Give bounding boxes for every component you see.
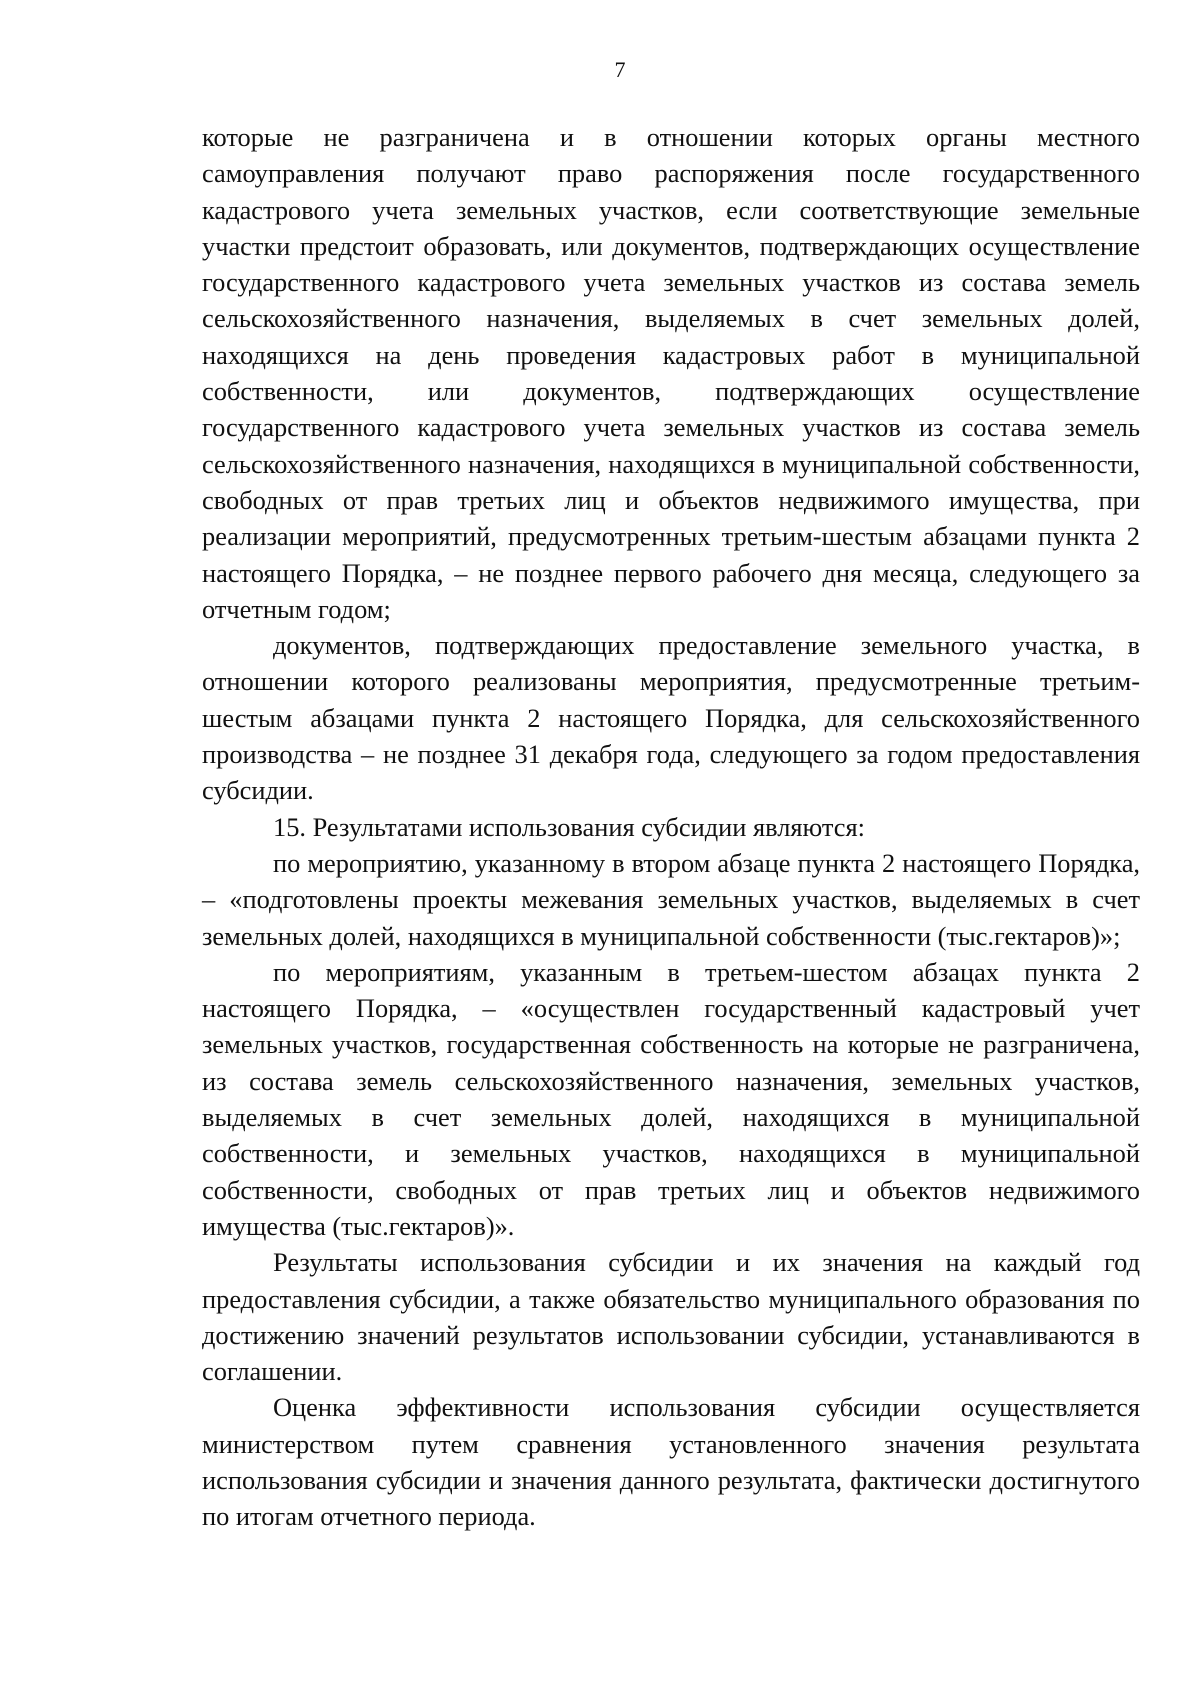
page-number: 7 [614,57,626,82]
paragraph-results-in-agreement: Результаты использования субсидии и их значения на каждый год предоставления субсидии, а также обязательство муниципального образования по достижению значений результатов использовании субсидии, устанавливаются в соглашении. [202,1247,1140,1387]
paragraph-continuation: которые не разграничена и в отношении которых органы местного самоуправления получают право распоряжения после государственного кадастрового учета земельных участков, если соответствующие земельные участки предстоит образовать, или документов, подтверждающих осуществление государственного кадастрового учета земельных участков из состава земель сельскохозяйственного назначения, выделяемых в счет земельных долей, находящихся на день проведения кадастровых работ в муниципальной собственности, или документов, подтверждающих осуществление государственного кадастрового учета земельных участков из состава земель сельскохозяйственного назначения, находящихся в муниципальной собственности, свободных от прав третьих лиц и объектов недвижимого имущества, при реализации мероприятий, предусмотренных третьим-шестым абзацами пункта 2 настоящего Порядка, – не позднее первого рабочего дня месяца, следующего за отчетным годом; [202,122,1140,624]
paragraph-result-survey-projects: по мероприятию, указанному в втором абзаце пункта 2 настоящего Порядка, – «подготовлены проекты межевания земельных участков, выделяемых в счет земельных долей, находящихся в муниципальной собственности (тыс.гектаров)»; [202,847,1140,951]
paragraph-clause-15-heading: 15. Результатами использования субсидии являются: [273,811,865,842]
paragraph-land-provision-documents: документов, подтверждающих предоставление земельного участка, в отношении которого реализованы мероприятия, предусмотренные третьим-шестым абзацами пункта 2 настоящего Порядка, для сельскохозяйственного производства – не позднее 31 декабря года, следующего за годом предоставления субсидии. [202,630,1140,806]
paragraph-result-cadastral-registration: по мероприятиям, указанным в третьем-шестом абзацах пункта 2 настоящего Порядка, – «осуществлен государственный кадастровый учет земельных участков, государственная собственность на которые не разграничена, из состава земель сельскохозяйственного назначения, земельных участков, выделяемых в счет земельных долей, находящихся в муниципальной собственности, и земельных участков, находящихся в муниципальной собственности, свободных от прав третьих лиц и объектов недвижимого имущества (тыс.гектаров)». [202,956,1140,1241]
document-body [202,119,1140,1535]
paragraph-efficiency-assessment: Оценка эффективности использования субсидии осуществляется министерством путем сравнения установленного значения результата использования субсидии и значения данного результата, фактически достигнутого по итогам отчетного периода. [202,1392,1140,1532]
